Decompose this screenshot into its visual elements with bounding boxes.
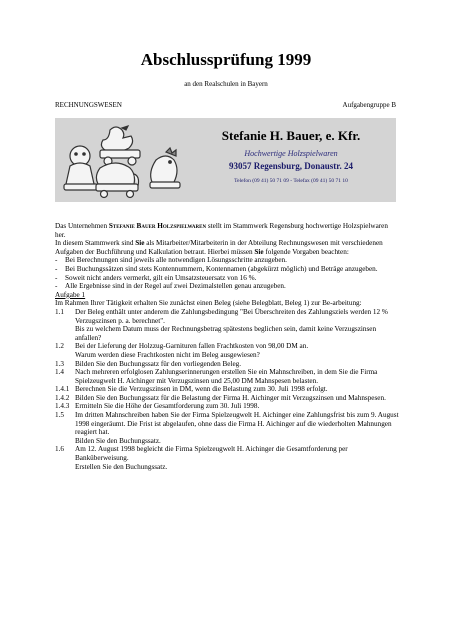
task-lead: Im Rahmen Ihrer Tätigkeit erhalten Sie zunächst einen Beleg (siehe Belegblatt, Beleg 1) zur Be-arbeitung: <box>55 299 362 308</box>
intro-text: als Mitarbeiter/Mitarbeiterin in der Abteilung Rechnungswesen mit verschiedenen Aufgaben der Buchführung und Kalkulation betraut. Hierbei müssen <box>55 239 383 256</box>
company-name: Stefanie H. Bauer, e. Kfr. <box>221 128 361 143</box>
intro-text: In diesem Stammwerk sind <box>55 239 136 248</box>
company-name-inline: Stefanie Bauer Holzspielwaren <box>108 222 207 230</box>
task-item: 1.6 Am 12. August 1998 begleicht die Firma Spielzeugwelt H. Aichinger die Gesamtforderung per Banküberweisung. Erstellen Sie den Buchungssatz. <box>55 445 348 471</box>
list-item: - Bei Buchungssätzen sind stets Kontennummern, Kontennamen (abgekürzt möglich) und Beträge anzugeben. <box>55 264 378 273</box>
task-item: 1.4.2 Bilden Sie den Buchungssatz für die Belastung der Firma H. Aichinger mit Verzugszinsen und Mahnspesen. <box>55 393 386 402</box>
emphasis-text: Sie <box>135 239 145 248</box>
emphasis-text: Sie <box>254 247 264 256</box>
rules-list <box>55 256 400 290</box>
exam-title: Abschlussprüfung 1999 <box>140 50 312 69</box>
intro-paragraph-2 <box>55 239 400 256</box>
list-item: - Alle Ergebnisse sind in der Regel auf zwei Dezimalstellen genau anzugeben. <box>55 282 286 291</box>
list-item: - Soweit nicht anders vermerkt, gilt ein Umsatzsteuersatz von 16 %. <box>55 273 257 282</box>
exam-subtitle: an den Realschulen in Bayern <box>184 80 268 88</box>
task-item: 1.4.1 Berechnen Sie die Verzugszinsen in DM, wenn die Belastung zum 30. Juli 1998 erfolgt. <box>55 385 328 394</box>
intro-paragraph-1 <box>55 222 400 239</box>
company-phone: Telefon (09 41) 50 71 09 - Telefax (09 41) 50 71 10 <box>234 178 348 184</box>
task-item: 1.4 Nach mehreren erfolglosen Zahlungserinnerungen erstellen Sie ein Mahnschreiben, in dem Sie die Firma Spielzeugwelt H. Aichinger mit Verzugszinsen und 25,00 DM Mahnspesen belasten. <box>55 368 378 385</box>
company-tagline: Hochwertige Holzspielwaren <box>244 149 338 158</box>
task-heading: Aufgabe 1 <box>55 290 86 299</box>
list-item: - Bei Berechnungen sind jeweils alle notwendigen Lösungsschritte anzugeben. <box>55 256 287 265</box>
task-item: 1.4.3 Ermitteln Sie die Höhe der Gesamtforderung zum 30. Juli 1998. <box>55 402 260 411</box>
group-label: Aufgabengruppe B <box>342 101 396 109</box>
subject-label: RECHNUNGSWESEN <box>55 101 122 109</box>
intro-text: folgende Vorgaben beachten: <box>263 247 349 256</box>
company-banner <box>55 118 396 202</box>
exam-body <box>55 222 400 471</box>
task-item: 1.5 Im dritten Mahnschreiben haben Sie der Firma Spielzeugwelt H. Aichinger eine Zahlungsfrist bis zum 9. August 1998 eingeräumt. Die Frist ist abgelaufen, ohne dass die Firma H. Aichinger auf die wiederholten Mahnungen reagiert hat. Bilden Sie den Buchungssatz. <box>55 411 399 445</box>
task-item: 1.2 Bei der Lieferung der Holzzug-Garnituren fallen Frachtkosten von 98,00 DM an. Warum werden diese Frachtkosten nicht im Beleg ausgewiesen? <box>55 342 309 359</box>
company-address: 93057 Regensburg, Donaustr. 24 <box>229 161 353 171</box>
task-item: 1.1 Der Beleg enthält unter anderem die Zahlungsbedingung "Bei Überschreiten des Zahlungsziels werden 12 % Verzugszinsen p. a. berechnet". Bis zu welchem Datum muss der Rechnungsbetrag spätestens beglichen sein, damit keine Verzugszinsen anfallen? <box>55 307 388 342</box>
intro-text: Das Unternehmen <box>55 222 109 230</box>
intro-text: stellt im Stammwerk Regensburg hochwertige Holzspielwaren her. <box>55 222 388 239</box>
task-item: 1.3 Bilden Sie den Buchungssatz für den vorliegenden Beleg. <box>55 359 242 368</box>
wooden-toys-illustration <box>58 120 186 200</box>
